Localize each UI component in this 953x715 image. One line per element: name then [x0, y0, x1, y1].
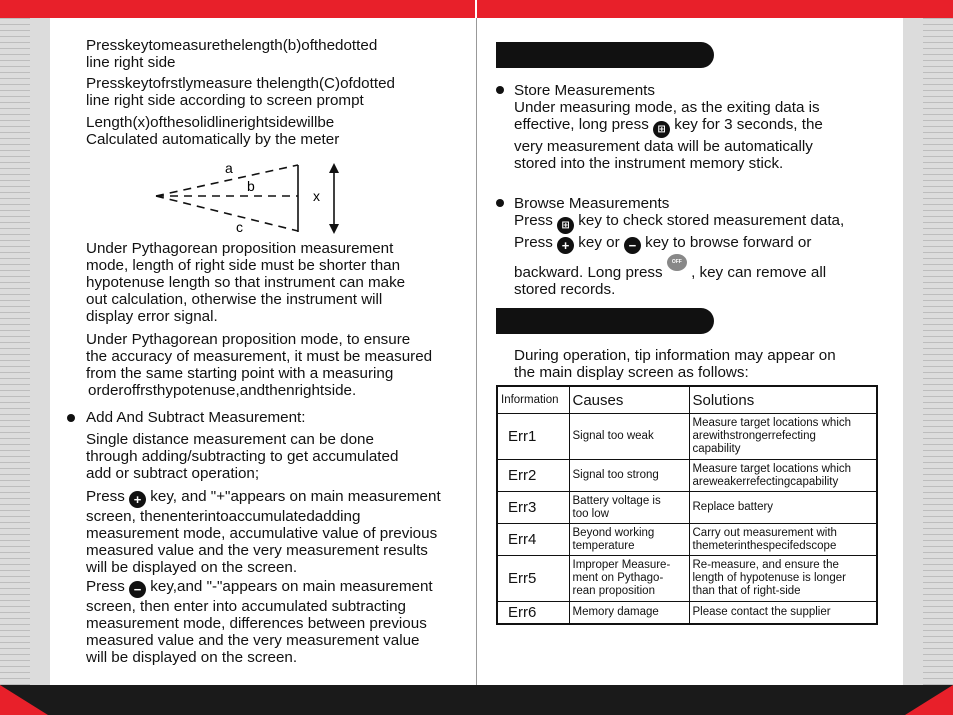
text-line: Signal too strong: [572, 469, 659, 481]
text-line: mode, length of right side must be shorter than: [86, 257, 401, 274]
section-header-bar-errors: [496, 308, 714, 334]
text-fragment: key,and "-"appears on main measurement: [150, 578, 433, 595]
pythagorean-note-2: [86, 331, 432, 399]
text-line: Measure target locations which: [692, 417, 852, 429]
section-header-bar-memory: [496, 42, 714, 68]
error-cause: [569, 556, 689, 602]
text-line: than that of right-side: [692, 585, 801, 597]
label-x: x: [313, 188, 320, 204]
error-solution: [689, 524, 877, 556]
label-a: a: [225, 160, 233, 176]
text-line: display error signal.: [86, 308, 218, 325]
table-header-row: [497, 386, 877, 414]
text-line: length of hypotenuse is longer: [692, 572, 846, 584]
text-line: through adding/subtracting to get accumulated: [86, 448, 399, 465]
text-line: measurement mode, accumulative value of previous: [86, 525, 438, 542]
error-code: Err3: [497, 492, 569, 524]
text-line: Carry out measurement with: [692, 526, 837, 539]
bottom-right-accent: [905, 685, 953, 715]
text-line: Presskeytomeasurethelength(b)ofthedotted: [86, 37, 378, 54]
text-line: Replace battery: [692, 501, 774, 513]
store-title: Store Measurements: [514, 82, 655, 99]
text-line: the main display screen as follows:: [514, 364, 749, 381]
text-line: Length(x)ofthesolidlinerightsidewillbe: [86, 114, 335, 131]
add-instruction: [86, 488, 441, 576]
text-fragment: key or: [578, 234, 620, 251]
text-fragment: backward. Long press: [514, 264, 663, 281]
text-line: will be displayed on the screen.: [86, 559, 298, 576]
table-row: [497, 492, 877, 524]
arrow-head-down: [329, 224, 339, 234]
text-line: screen, then enter into accumulated subtracting: [86, 598, 406, 615]
off-clear-key-icon: OFF CLEAR: [667, 254, 687, 271]
error-cause: [569, 414, 689, 460]
text-line: temperature: [572, 539, 635, 552]
bullet-icon: [496, 199, 504, 207]
text-line: ment on Pythago-: [572, 572, 664, 584]
header-causes: Causes: [569, 386, 689, 414]
store-key-icon: ⊞: [557, 217, 574, 234]
text-line: line right side: [86, 54, 176, 71]
text-line: Battery voltage is: [572, 494, 661, 507]
error-solution: [689, 460, 877, 492]
text-line: out calculation, otherwise the instrument will: [86, 291, 383, 308]
pythagorean-diagram: [150, 158, 360, 238]
text-line: stored records.: [514, 281, 616, 298]
error-code: Err1: [497, 414, 569, 460]
minus-key-icon: −: [624, 237, 641, 254]
label-c: c: [236, 219, 243, 235]
text-fragment: key to check stored measurement data,: [578, 212, 845, 229]
text-line: from the same starting point with a measuring: [86, 365, 394, 382]
bottom-left-accent: [0, 685, 48, 715]
minus-key-icon: −: [129, 581, 146, 598]
text-line: rean proposition: [572, 585, 655, 597]
add-subtract-title: Add And Subtract Measurement:: [86, 409, 306, 426]
text-line: Please contact the supplier: [692, 605, 831, 618]
text-line: the accuracy of measurement, it must be measured: [86, 348, 433, 365]
text-line: Measure target locations which: [692, 462, 852, 475]
text-line: too low: [572, 507, 609, 520]
plus-key-icon: +: [557, 237, 574, 254]
instruction-measure-c: [86, 75, 395, 109]
text-line: measured value and the very measurement value: [86, 632, 420, 649]
text-line: Beyond working: [572, 526, 655, 539]
error-solution: [689, 602, 877, 624]
text-line: line right side according to screen prompt: [86, 92, 364, 109]
text-line: areweakerrefectingcapability: [692, 475, 839, 488]
left-page: [0, 0, 476, 685]
dashed-line-c: [156, 196, 298, 231]
text-line: orderoffrsthypotenuse,andthenrightside.: [88, 382, 357, 399]
table-row: [497, 414, 877, 460]
text-fragment: Press: [514, 234, 553, 251]
error-solution: [689, 492, 877, 524]
header-solutions: Solutions: [689, 386, 877, 414]
error-code: Err2: [497, 460, 569, 492]
text-line: measurement mode, differences between previous: [86, 615, 427, 632]
browse-title: Browse Measurements: [514, 195, 670, 212]
error-solution: [689, 414, 877, 460]
label-b: b: [247, 178, 255, 194]
text-line: Signal too weak: [572, 430, 654, 442]
text-line: themeterinthespecifedscope: [692, 539, 837, 552]
error-code: Err5: [497, 556, 569, 602]
text-fragment: key for 3 seconds, the: [674, 116, 823, 133]
arrow-head-up: [329, 163, 339, 173]
instruction-length-x: [86, 114, 339, 148]
tips-intro: [514, 347, 836, 381]
text-fragment: Press: [514, 212, 553, 229]
text-line: During operation, tip information may appear on: [514, 347, 836, 364]
text-fragment: , key can remove all: [691, 264, 827, 281]
add-subtract-intro: [86, 431, 398, 482]
text-line: Improper Measure-: [572, 559, 671, 571]
browse-measurements: [514, 195, 844, 298]
error-cause: [569, 492, 689, 524]
text-line: screen, thenenterintoaccumulatedadding: [86, 508, 361, 525]
text-fragment: Press: [86, 488, 125, 505]
text-line: measured value and the very measurement results: [86, 542, 428, 559]
error-code: Err4: [497, 524, 569, 556]
bullet-icon: [496, 86, 504, 94]
store-measurements: [514, 82, 823, 172]
error-cause: [569, 460, 689, 492]
table-row: [497, 524, 877, 556]
bottom-bar: [0, 685, 953, 715]
text-line: Calculated automatically by the meter: [86, 131, 340, 148]
text-line: Re-measure, and ensure the: [692, 559, 839, 571]
text-fragment: key to browse forward or: [645, 234, 812, 251]
text-line: will be displayed on the screen.: [86, 649, 298, 666]
table-row: [497, 460, 877, 492]
text-line: capability: [692, 443, 741, 455]
bullet-icon: [67, 414, 75, 422]
text-line: Memory damage: [572, 605, 659, 618]
text-line: arewithstrongerrefecting: [692, 430, 816, 442]
pythagorean-note-1: [86, 240, 405, 325]
text-line: add or subtract operation;: [86, 465, 260, 482]
error-solution: [689, 556, 877, 602]
text-line: Single distance measurement can be done: [86, 431, 374, 448]
header-information: Information: [497, 386, 569, 414]
text-line: Under measuring mode, as the exiting data is: [514, 99, 820, 116]
subtract-instruction: [86, 578, 433, 666]
text-line: Under Pythagorean proposition measurement: [86, 240, 394, 257]
text-fragment: key, and "+"appears on main measurement: [150, 488, 441, 505]
text-line: Under Pythagorean proposition mode, to ensure: [86, 331, 411, 348]
text-line: very measurement data will be automatically: [514, 138, 813, 155]
plus-key-icon: +: [129, 491, 146, 508]
error-code: Err6: [497, 602, 569, 624]
text-line: stored into the instrument memory stick.: [514, 155, 784, 172]
error-cause: [569, 524, 689, 556]
text-fragment: Press: [86, 578, 125, 595]
error-cause: [569, 602, 689, 624]
text-fragment: effective, long press: [514, 116, 649, 133]
store-key-icon: ⊞: [653, 121, 670, 138]
text-line: hypotenuse length so that instrument can make: [86, 274, 406, 291]
table-row: [497, 602, 877, 624]
table-row: [497, 556, 877, 602]
instruction-measure-b: [86, 37, 377, 71]
error-code-table: [496, 385, 878, 625]
text-line: Presskeytofrstlymeasure thelength(C)ofdotted: [86, 75, 395, 92]
